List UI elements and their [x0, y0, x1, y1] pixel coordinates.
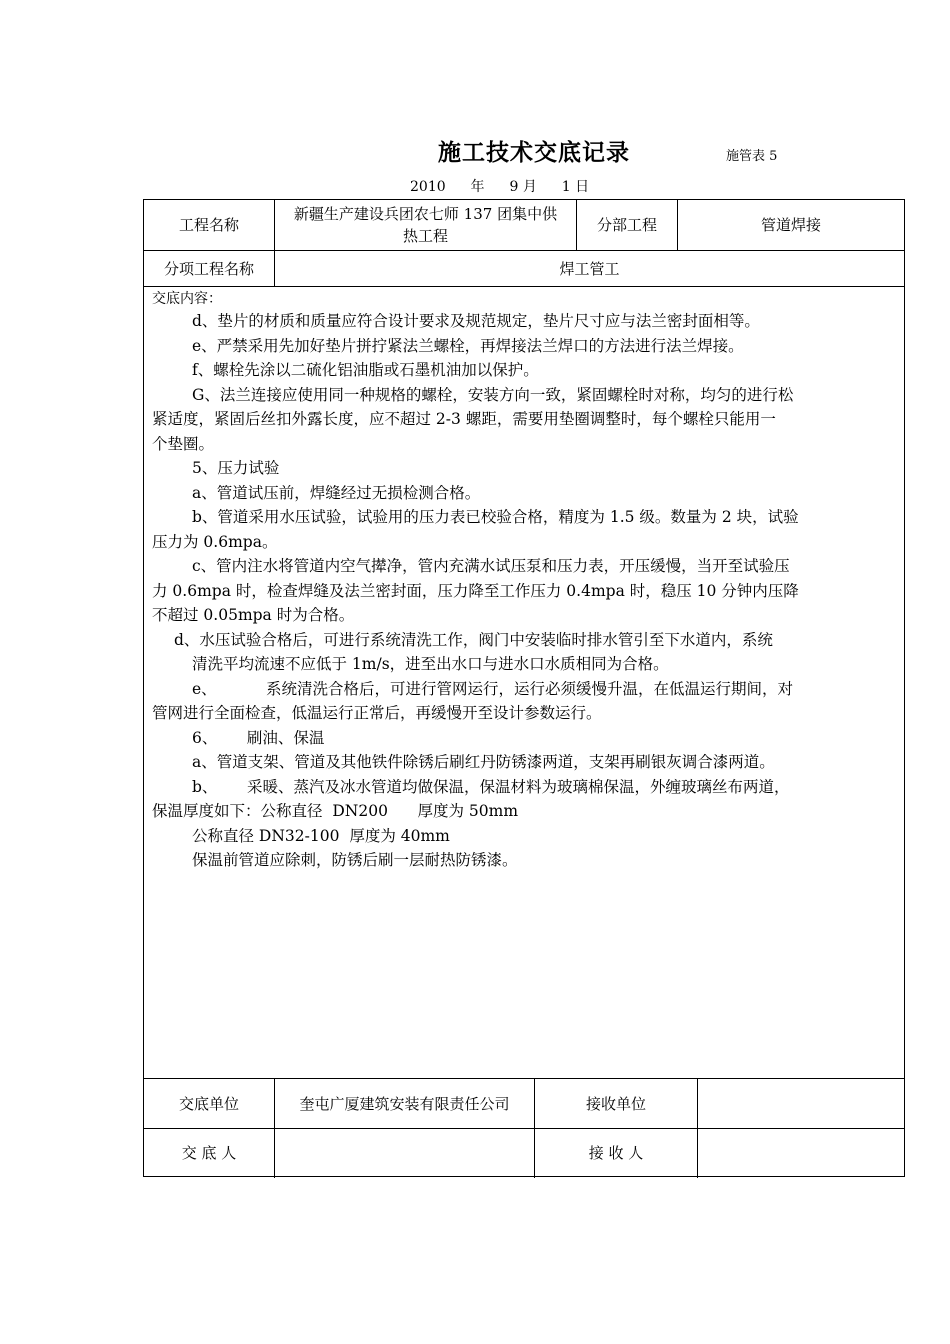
- content-line: 保温厚度如下：公称直径 DN200 厚度为 50mm: [152, 802, 519, 820]
- date-month: 9: [509, 179, 519, 195]
- content-line: f、螺栓先涂以二硫化铝油脂或石墨机油加以保护。: [192, 361, 539, 379]
- division-value: 管道焊接: [760, 216, 821, 234]
- subitem-label: 分项工程名称: [163, 259, 254, 278]
- content-line: 保温前管道应除刺，防锈后刷一层耐热防锈漆。: [192, 851, 518, 869]
- receiver-unit-value: [698, 1079, 904, 1128]
- subitem-value: 焊工管工: [559, 259, 620, 278]
- content-line: G、法兰连接应使用同一种规格的螺栓，安装方向一致，紧固螺栓时对称，均匀的进行松: [192, 385, 794, 404]
- project-name-line: 新疆生产建设兵团农七师 137 团集中供: [293, 205, 558, 223]
- project-name-value: [275, 200, 576, 250]
- division-label: 分部工程: [596, 216, 657, 234]
- content-line: d、垫片的材质和质量应符合设计要求及规范规定，垫片尺寸应与法兰密封面相等。: [192, 312, 760, 330]
- content-line: 压力为 0.6mpa。: [152, 532, 278, 551]
- date-year-unit: 年: [470, 179, 485, 195]
- row-divider: [144, 286, 904, 287]
- date-day-unit: 日: [575, 179, 590, 195]
- handover-content: [152, 289, 900, 873]
- document-header: [0, 134, 950, 168]
- content-line: b、 采暖、蒸汽及冰水管道均做保温，保温材料为玻璃棉保温，外缠玻璃丝布两道，: [192, 777, 790, 796]
- date-year: 2010: [410, 179, 446, 195]
- project-name-line: 热工程: [402, 227, 448, 245]
- content-line: 5、压力试验: [192, 459, 280, 477]
- document-date: [410, 176, 589, 196]
- content-line: 管网进行全面检查，低温运行正常后，再缓慢开至设计参数运行。: [152, 704, 602, 722]
- date-day: 1: [561, 179, 571, 195]
- content-line: 紧适度，紧固后丝扣外露长度，应不超过 2-3 螺距，需要用垫圈调整时，每个螺栓只能用一: [152, 410, 776, 428]
- content-line: 公称直径 DN32-100 厚度为 40mm: [192, 826, 450, 845]
- content-line: e、 系统清洗合格后，可进行管网运行，运行必须缓慢升温，在低温运行期间，对: [192, 679, 793, 698]
- date-month-unit: 月: [522, 179, 537, 195]
- content-line: e、严禁采用先加好垫片拼拧紧法兰螺栓，再焊接法兰焊口的方法进行法兰焊接。: [192, 336, 744, 355]
- receiver-person-label: 接 收 人: [588, 1144, 644, 1162]
- content-line: 6、 刷油、保温: [192, 728, 325, 747]
- issuer-unit-value: 奎屯广厦建筑安装有限责任公司: [299, 1094, 510, 1113]
- content-line: 清洗平均流速不应低于 1m/s，进至出水口与进水口水质相同为合格。: [192, 655, 669, 673]
- document-title: 施工技术交底记录: [438, 139, 630, 166]
- project-name-label: 工程名称: [178, 216, 239, 234]
- form-code: 施管表 5: [726, 149, 778, 164]
- content-line: c、管内注水将管道内空气撵净，管内充满水试压泵和压力表，开压缓慢，当开至试验压: [192, 557, 790, 575]
- handover-record-table: [143, 199, 905, 1177]
- issuer-person-value: [275, 1129, 534, 1177]
- content-label: 交底内容：: [152, 291, 222, 307]
- content-line: 力 0.6mpa 时，检查焊缝及法兰密封面，压力降至工作压力 0.4mpa 时，稳压 10 分钟内压降: [152, 581, 799, 600]
- receiver-unit-label: 接收单位: [585, 1094, 646, 1113]
- receiver-person-value: [698, 1129, 904, 1177]
- content-line: 不超过 0.05mpa 时为合格。: [152, 606, 355, 624]
- issuer-person-label: 交 底 人: [181, 1144, 237, 1162]
- content-line: 个垫圈。: [152, 434, 215, 453]
- issuer-unit-label: 交底单位: [178, 1094, 239, 1113]
- content-line: a、管道试压前，焊缝经过无损检测合格。: [192, 483, 481, 502]
- content-line: b、管道采用水压试验，试验用的压力表已校验合格，精度为 1.5 级。数量为 2 块，试验: [192, 508, 799, 526]
- content-line: d、水压试验合格后，可进行系统清洗工作，阀门中安装临时排水管引至下水道内，系统: [174, 630, 773, 649]
- content-line: a、管道支架、管道及其他铁件除锈后刷红丹防锈漆两道，支架再刷银灰调合漆两道。: [192, 753, 775, 771]
